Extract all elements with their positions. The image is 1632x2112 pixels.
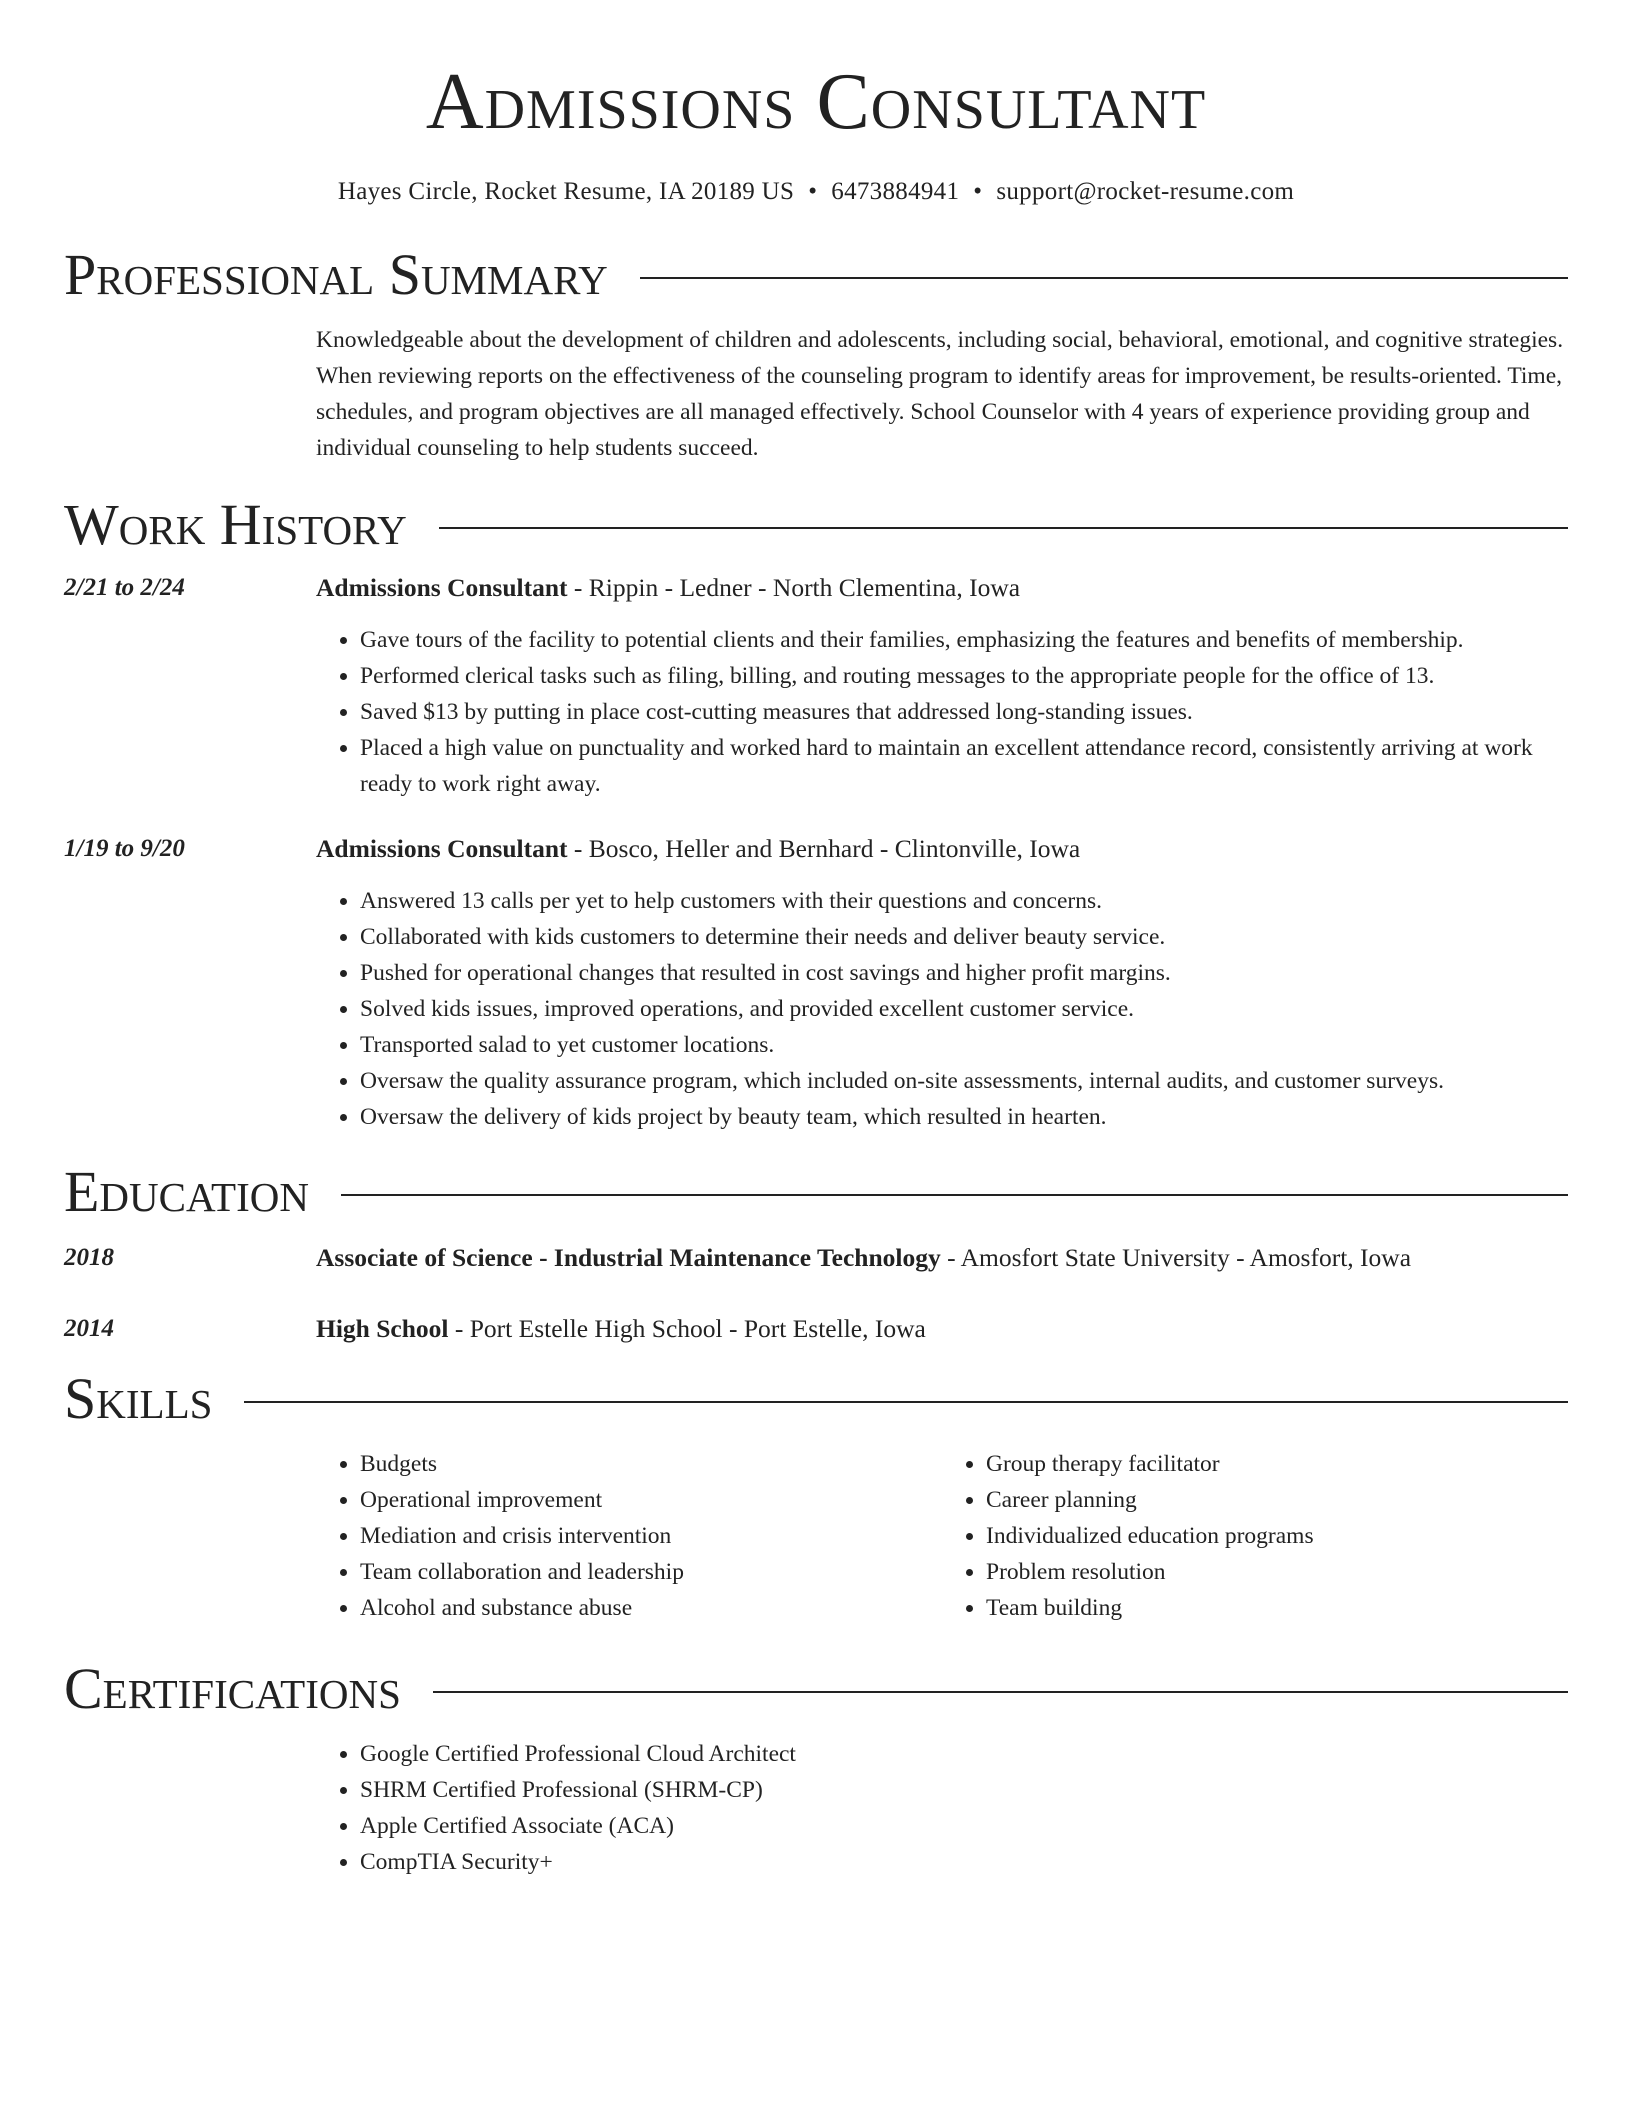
list-item: • Mediation and crisis intervention (360, 1518, 942, 1554)
list-item: • Pushed for operational changes that resulted in cost savings and higher profit margins. (360, 955, 1568, 991)
job-title-line (316, 832, 1568, 866)
job-entry (64, 832, 1568, 1135)
summary-text: Knowledgeable about the development of children and adolescents, including social, behavioral, emotional, and cognitive strategies. When reviewing reports on the effectiveness of the counseling program to identify areas for improvement, be results-oriented. Time, schedules, and program objectives are all managed effectively. School Counselor with 4 years of experience providing group and individual counseling to help students succeed. (316, 327, 1564, 461)
list-item: • Saved $13 by putting in place cost-cutting measures that addressed long-standing issues. (360, 694, 1568, 730)
list-item: • Google Certified Professional Cloud Architect (360, 1736, 1568, 1772)
contact-phone: 6473884941 (831, 178, 960, 205)
skills-section-header (64, 1366, 1568, 1431)
education-details: - Port Estelle High School - Port Estelle, Iowa (448, 1314, 926, 1343)
list-item: • Career planning (986, 1482, 1568, 1518)
list-item: • Problem resolution (986, 1554, 1568, 1590)
job-title-line (316, 571, 1568, 605)
skills-section-title: Skills (64, 1366, 213, 1431)
job-body (316, 571, 1568, 802)
education-year: 2014 (64, 1315, 114, 1342)
section-divider (433, 1691, 1568, 1693)
list-item: • Solved kids issues, improved operations, and provided excellent customer service. (360, 991, 1568, 1027)
list-item: • Answered 13 calls per yet to help customers with their questions and concerns. (360, 883, 1568, 919)
job-details: - Rippin - Ledner - North Clementina, Iowa (567, 573, 1021, 602)
list-item: • Individualized education programs (986, 1518, 1568, 1554)
list-item: • Alcohol and substance abuse (360, 1590, 942, 1626)
job-details: - Bosco, Heller and Bernhard - Clintonville, Iowa (567, 834, 1081, 863)
section-divider (244, 1401, 1568, 1403)
certifications-section-header (64, 1656, 1568, 1721)
job-bullets (316, 883, 1568, 1135)
list-item: • CompTIA Security+ (360, 1844, 1568, 1880)
list-item: • SHRM Certified Professional (SHRM-CP) (360, 1772, 1568, 1808)
job-role: Admissions Consultant (316, 573, 568, 602)
job-dates: 1/19 to 9/20 (64, 835, 185, 862)
list-item: • Team building (986, 1590, 1568, 1626)
list-item: • Oversaw the quality assurance program, which included on-site assessments, internal audits, and customer surveys. (360, 1063, 1568, 1099)
education-line (316, 1241, 1568, 1275)
contact-line (64, 178, 1568, 206)
education-degree: High School (316, 1314, 449, 1343)
education-entry (64, 1312, 1568, 1346)
summary-section-header (64, 242, 1568, 307)
education-degree: Associate of Science - Industrial Maintenance Technology (316, 1243, 941, 1272)
list-item: • Operational improvement (360, 1482, 942, 1518)
work-section-title: Work History (64, 492, 407, 557)
job-bullets (316, 622, 1568, 802)
education-section-header (64, 1159, 1568, 1224)
skills-grid (316, 1446, 1568, 1626)
section-divider (439, 527, 1568, 529)
list-item: • Collaborated with kids customers to determine their needs and deliver beauty service. (360, 919, 1568, 955)
contact-separator: • (973, 178, 983, 205)
education-line (316, 1312, 1568, 1346)
list-item: • Apple Certified Associate (ACA) (360, 1808, 1568, 1844)
certifications-list (316, 1736, 1568, 1880)
contact-separator: • (808, 178, 818, 205)
list-item: • Group therapy facilitator (986, 1446, 1568, 1482)
skills-column-right (942, 1446, 1568, 1626)
list-item: • Placed a high value on punctuality and worked hard to maintain an excellent attendance record, consistently arriving at work ready to work right away. (360, 730, 1568, 802)
education-details: - Amosfort State University - Amosfort, Iowa (940, 1243, 1412, 1272)
job-body (316, 832, 1568, 1135)
summary-section-title: Professional Summary (64, 242, 608, 307)
job-entry (64, 571, 1568, 802)
contact-address: Hayes Circle, Rocket Resume, IA 20189 US (337, 178, 795, 205)
work-section-header (64, 492, 1568, 557)
resume-name: Admissions Consultant (425, 58, 1207, 146)
list-item: • Team collaboration and leadership (360, 1554, 942, 1590)
section-divider (640, 277, 1568, 279)
skills-column-left (316, 1446, 942, 1626)
job-dates: 2/21 to 2/24 (64, 574, 185, 601)
job-role: Admissions Consultant (316, 834, 568, 863)
contact-email: support@rocket-resume.com (996, 178, 1295, 205)
list-item: • Transported salad to yet customer locations. (360, 1027, 1568, 1063)
list-item: • Oversaw the delivery of kids project by beauty team, which resulted in hearten. (360, 1099, 1568, 1135)
certifications-section-title: Certifications (64, 1656, 401, 1721)
certifications-list-wrap (316, 1736, 1568, 1880)
section-divider (341, 1194, 1568, 1196)
education-section-title: Education (64, 1159, 309, 1224)
list-item: • Performed clerical tasks such as filing, billing, and routing messages to the appropriate people for the office of 13. (360, 658, 1568, 694)
list-item: • Gave tours of the facility to potential clients and their families, emphasizing the features and benefits of membership. (360, 622, 1568, 658)
education-year: 2018 (64, 1244, 114, 1271)
education-entry (64, 1241, 1568, 1275)
list-item: • Budgets (360, 1446, 942, 1482)
